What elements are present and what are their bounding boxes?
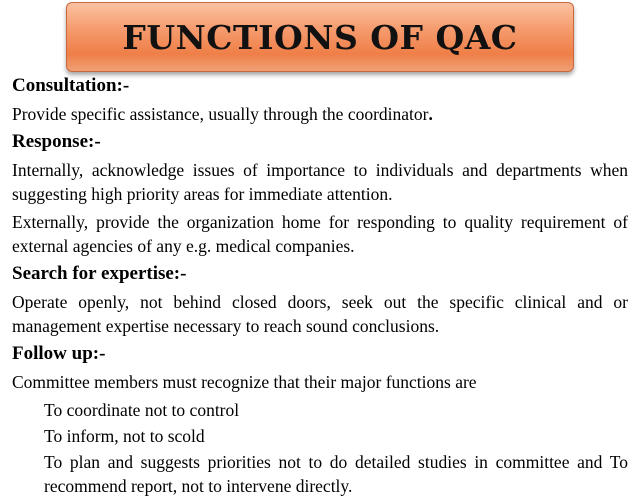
slide-title: FUNCTIONS OF QAC (122, 17, 518, 57)
search-heading: Search for expertise:- (12, 263, 187, 284)
followup-item: To inform, not to scold (44, 426, 205, 446)
slide-body (12, 74, 628, 500)
response-internal-text: Internally, acknowledge issues of importance to individuals and departments when suggesting high priority areas for immediate attention. (12, 160, 628, 204)
consultation-heading: Consultation:- (12, 75, 130, 96)
consultation-period: . (428, 104, 433, 124)
consultation-sentence: Provide specific assistance, usually through the coordinator (12, 104, 429, 124)
response-heading: Response:- (12, 131, 101, 152)
followup-item: To coordinate not to control (44, 400, 240, 420)
search-text: Operate openly, not behind closed doors, seek out the specific clinical and or management expertise necessary to reach sound conclusions. (12, 292, 628, 336)
consultation-text (12, 102, 628, 126)
followup-heading: Follow up:- (12, 343, 106, 364)
response-external-text: Externally, provide the organization home for responding to quality requirement of external agencies of any e.g. medical companies. (12, 212, 628, 256)
title-banner (66, 2, 574, 72)
followup-intro: Committee members must recognize that their major functions are (12, 372, 477, 392)
followup-item: To plan and suggests priorities not to do detailed studies in committee and To recommend report, not to intervene directly. (44, 452, 628, 496)
